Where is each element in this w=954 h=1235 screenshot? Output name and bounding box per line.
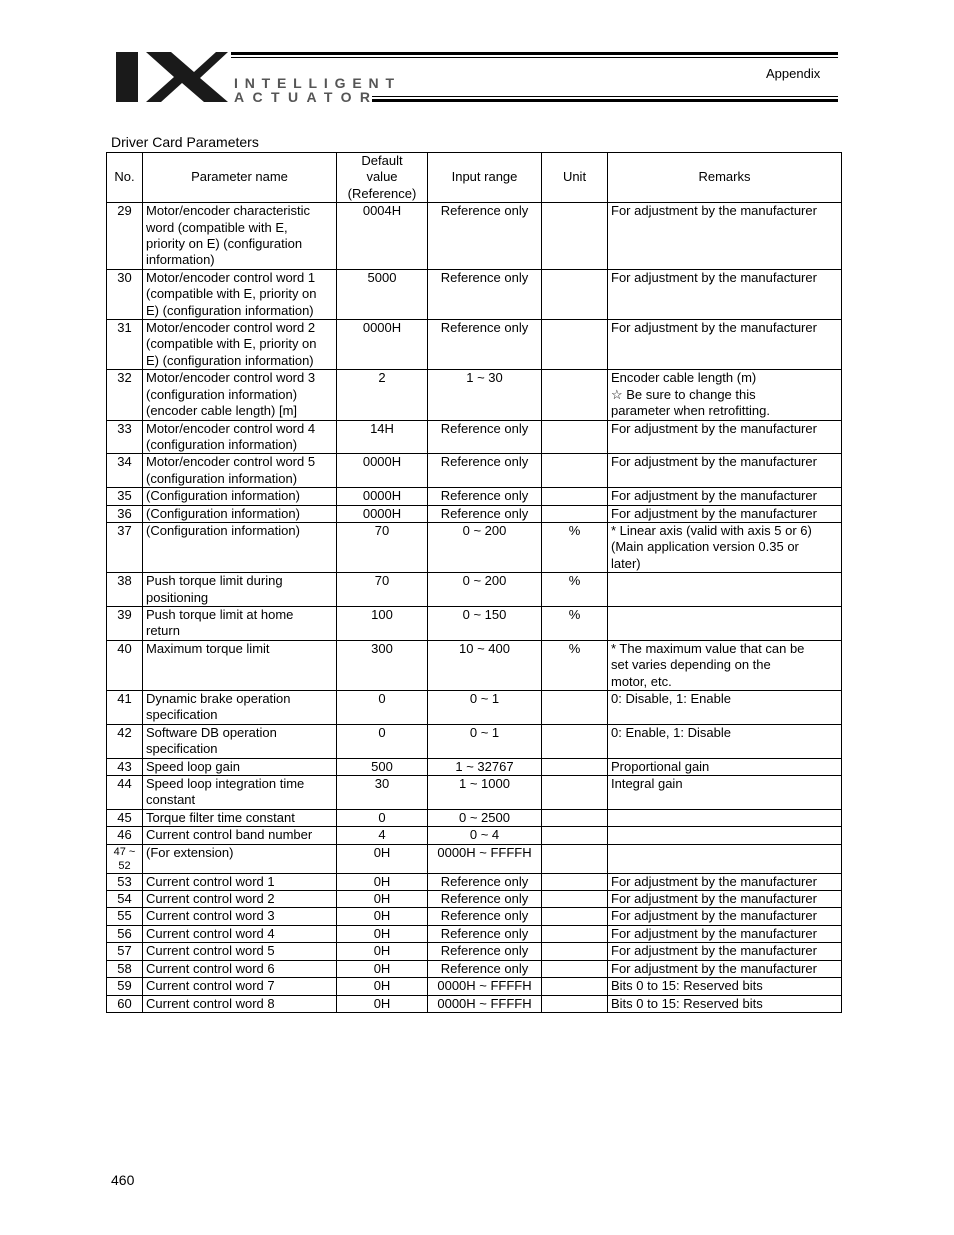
cell-name: Motor/encoder control word 2 (compatible with E, priority on E) (configuration information) xyxy=(143,320,337,370)
table-row xyxy=(107,203,842,270)
table-row xyxy=(107,454,842,488)
cell-name: Motor/encoder control word 1 (compatible with E, priority on E) (configuration information) xyxy=(143,269,337,319)
cell-no: 59 xyxy=(107,978,143,995)
cell-remarks: For adjustment by the manufacturer xyxy=(608,203,842,270)
cell-no: 44 xyxy=(107,776,143,810)
cell-no: 46 xyxy=(107,827,143,844)
cell-no: 30 xyxy=(107,269,143,319)
cell-name: Maximum torque limit xyxy=(143,640,337,690)
cell-range: Reference only xyxy=(428,488,542,505)
cell-name: Software DB operation specification xyxy=(143,724,337,758)
cell-remarks: Bits 0 to 15: Reserved bits xyxy=(608,978,842,995)
table-title: Driver Card Parameters xyxy=(111,134,259,150)
header-rule-bottom-thin xyxy=(372,96,838,97)
cell-name: Current control word 3 xyxy=(143,908,337,925)
cell-no: 38 xyxy=(107,573,143,607)
cell-range: Reference only xyxy=(428,320,542,370)
cell-no: 53 xyxy=(107,873,143,890)
cell-unit: % xyxy=(542,522,608,572)
cell-remarks: 0: Disable, 1: Enable xyxy=(608,691,842,725)
cell-range: 0 ~ 1 xyxy=(428,691,542,725)
cell-default: 0 xyxy=(337,724,428,758)
cell-unit: % xyxy=(542,640,608,690)
cell-remarks xyxy=(608,844,842,873)
cell-range: 0 ~ 150 xyxy=(428,606,542,640)
cell-remarks: Integral gain xyxy=(608,776,842,810)
cell-remarks: * The maximum value that can be set varies depending on the motor, etc. xyxy=(608,640,842,690)
col-header-no: No. xyxy=(107,153,143,203)
cell-unit xyxy=(542,203,608,270)
cell-unit xyxy=(542,827,608,844)
cell-no: 34 xyxy=(107,454,143,488)
cell-no: 40 xyxy=(107,640,143,690)
cell-name: Current control word 5 xyxy=(143,943,337,960)
cell-unit xyxy=(542,454,608,488)
table-row xyxy=(107,943,842,960)
table-row xyxy=(107,269,842,319)
table-row xyxy=(107,505,842,522)
cell-no: 29 xyxy=(107,203,143,270)
cell-default: 0H xyxy=(337,960,428,977)
cell-name: (Configuration information) xyxy=(143,488,337,505)
col-header-range: Input range xyxy=(428,153,542,203)
cell-default: 4 xyxy=(337,827,428,844)
cell-unit xyxy=(542,691,608,725)
cell-no: 57 xyxy=(107,943,143,960)
logo-line2: ACTUATOR xyxy=(234,89,370,104)
table-row xyxy=(107,420,842,454)
cell-default: 0004H xyxy=(337,203,428,270)
table-row xyxy=(107,606,842,640)
cell-name: (Configuration information) xyxy=(143,505,337,522)
cell-remarks: For adjustment by the manufacturer xyxy=(608,488,842,505)
cell-unit xyxy=(542,844,608,873)
cell-default: 500 xyxy=(337,758,428,775)
cell-range: 0 ~ 1 xyxy=(428,724,542,758)
cell-unit xyxy=(542,995,608,1012)
cell-no: 35 xyxy=(107,488,143,505)
cell-default: 0H xyxy=(337,978,428,995)
table-header-row xyxy=(107,153,842,203)
cell-remarks: For adjustment by the manufacturer xyxy=(608,891,842,908)
cell-no: 47 ~ 52 xyxy=(107,844,143,873)
cell-unit xyxy=(542,978,608,995)
cell-name: (Configuration information) xyxy=(143,522,337,572)
cell-remarks: For adjustment by the manufacturer xyxy=(608,454,842,488)
cell-no: 58 xyxy=(107,960,143,977)
header-rule-bottom xyxy=(372,99,838,102)
table-row xyxy=(107,995,842,1012)
cell-default: 0H xyxy=(337,891,428,908)
cell-range: 10 ~ 400 xyxy=(428,640,542,690)
header-rule xyxy=(231,52,838,55)
cell-name: Current control word 1 xyxy=(143,873,337,890)
cell-unit xyxy=(542,776,608,810)
cell-range: Reference only xyxy=(428,505,542,522)
cell-name: Speed loop gain xyxy=(143,758,337,775)
cell-default: 2 xyxy=(337,370,428,420)
cell-remarks: For adjustment by the manufacturer xyxy=(608,420,842,454)
cell-unit xyxy=(542,488,608,505)
cell-unit xyxy=(542,420,608,454)
table-row xyxy=(107,370,842,420)
cell-unit xyxy=(542,370,608,420)
page-number: 460 xyxy=(111,1172,135,1188)
cell-remarks: For adjustment by the manufacturer xyxy=(608,925,842,942)
cell-default: 0H xyxy=(337,925,428,942)
cell-unit xyxy=(542,891,608,908)
cell-unit xyxy=(542,505,608,522)
cell-name: Current control word 7 xyxy=(143,978,337,995)
cell-remarks: Bits 0 to 15: Reserved bits xyxy=(608,995,842,1012)
cell-name: Motor/encoder characteristic word (compatible with E, priority on E) (configuration information) xyxy=(143,203,337,270)
cell-name: Current control word 2 xyxy=(143,891,337,908)
cell-remarks: For adjustment by the manufacturer xyxy=(608,873,842,890)
cell-name: Current control word 8 xyxy=(143,995,337,1012)
cell-name: Motor/encoder control word 3 (configuration information) (encoder cable length) [m] xyxy=(143,370,337,420)
cell-no: 37 xyxy=(107,522,143,572)
col-header-default: Default value (Reference) xyxy=(337,153,428,203)
cell-name: (For extension) xyxy=(143,844,337,873)
parameter-table xyxy=(106,152,842,1013)
cell-remarks xyxy=(608,573,842,607)
cell-no: 45 xyxy=(107,809,143,826)
cell-no: 31 xyxy=(107,320,143,370)
cell-name: Speed loop integration time constant xyxy=(143,776,337,810)
cell-name: Torque filter time constant xyxy=(143,809,337,826)
cell-default: 100 xyxy=(337,606,428,640)
intelligent-actuator-logo xyxy=(116,52,396,104)
cell-remarks: For adjustment by the manufacturer xyxy=(608,908,842,925)
cell-unit xyxy=(542,320,608,370)
cell-unit: % xyxy=(542,606,608,640)
cell-remarks: Encoder cable length (m) ☆ Be sure to change this parameter when retrofitting. xyxy=(608,370,842,420)
table-row xyxy=(107,758,842,775)
cell-unit xyxy=(542,809,608,826)
cell-no: 56 xyxy=(107,925,143,942)
cell-no: 60 xyxy=(107,995,143,1012)
cell-default: 0000H xyxy=(337,320,428,370)
cell-remarks xyxy=(608,606,842,640)
header-rule-thin xyxy=(231,57,838,58)
table-row xyxy=(107,640,842,690)
col-header-name: Parameter name xyxy=(143,153,337,203)
table-row xyxy=(107,978,842,995)
cell-remarks: 0: Enable, 1: Disable xyxy=(608,724,842,758)
table-row xyxy=(107,827,842,844)
cell-remarks: For adjustment by the manufacturer xyxy=(608,269,842,319)
table-row xyxy=(107,320,842,370)
table-row xyxy=(107,573,842,607)
cell-remarks: * Linear axis (valid with axis 5 or 6) (Main application version 0.35 or later) xyxy=(608,522,842,572)
cell-unit: % xyxy=(542,573,608,607)
logo-line1: INTELLIGENT xyxy=(234,75,394,91)
cell-no: 33 xyxy=(107,420,143,454)
table-row xyxy=(107,724,842,758)
cell-unit xyxy=(542,758,608,775)
cell-name: Current control word 4 xyxy=(143,925,337,942)
cell-default: 14H xyxy=(337,420,428,454)
table-row xyxy=(107,873,842,890)
cell-default: 0000H xyxy=(337,454,428,488)
cell-range: Reference only xyxy=(428,454,542,488)
cell-range: 0 ~ 2500 xyxy=(428,809,542,826)
cell-no: 55 xyxy=(107,908,143,925)
table-row xyxy=(107,691,842,725)
col-header-unit: Unit xyxy=(542,153,608,203)
table-row xyxy=(107,488,842,505)
cell-no: 41 xyxy=(107,691,143,725)
col-header-remarks: Remarks xyxy=(608,153,842,203)
cell-unit xyxy=(542,873,608,890)
cell-range: 0 ~ 4 xyxy=(428,827,542,844)
cell-remarks: For adjustment by the manufacturer xyxy=(608,320,842,370)
cell-unit xyxy=(542,269,608,319)
table-row xyxy=(107,960,842,977)
cell-default: 0H xyxy=(337,943,428,960)
table-row xyxy=(107,809,842,826)
cell-remarks: For adjustment by the manufacturer xyxy=(608,960,842,977)
cell-range: Reference only xyxy=(428,269,542,319)
cell-unit xyxy=(542,724,608,758)
cell-range: Reference only xyxy=(428,420,542,454)
cell-default: 0H xyxy=(337,995,428,1012)
cell-no: 36 xyxy=(107,505,143,522)
cell-unit xyxy=(542,960,608,977)
cell-range: 0000H ~ FFFFH xyxy=(428,978,542,995)
cell-name: Push torque limit during positioning xyxy=(143,573,337,607)
table-row xyxy=(107,522,842,572)
section-label: Appendix xyxy=(766,66,821,81)
cell-default: 0H xyxy=(337,844,428,873)
cell-remarks: For adjustment by the manufacturer xyxy=(608,943,842,960)
cell-default: 0000H xyxy=(337,505,428,522)
cell-no: 42 xyxy=(107,724,143,758)
cell-default: 0H xyxy=(337,908,428,925)
cell-range: Reference only xyxy=(428,203,542,270)
cell-name: Motor/encoder control word 4 (configuration information) xyxy=(143,420,337,454)
cell-remarks: Proportional gain xyxy=(608,758,842,775)
cell-default: 0 xyxy=(337,691,428,725)
cell-remarks xyxy=(608,827,842,844)
cell-range: 0 ~ 200 xyxy=(428,573,542,607)
cell-range: 1 ~ 1000 xyxy=(428,776,542,810)
cell-remarks xyxy=(608,809,842,826)
cell-no: 43 xyxy=(107,758,143,775)
cell-unit xyxy=(542,925,608,942)
cell-default: 5000 xyxy=(337,269,428,319)
cell-default: 70 xyxy=(337,522,428,572)
cell-range: Reference only xyxy=(428,960,542,977)
cell-no: 39 xyxy=(107,606,143,640)
cell-name: Current control band number xyxy=(143,827,337,844)
cell-range: 1 ~ 30 xyxy=(428,370,542,420)
cell-default: 0H xyxy=(337,873,428,890)
cell-unit xyxy=(542,943,608,960)
cell-range: 0 ~ 200 xyxy=(428,522,542,572)
cell-default: 0 xyxy=(337,809,428,826)
cell-unit xyxy=(542,908,608,925)
table-row xyxy=(107,844,842,873)
cell-no: 32 xyxy=(107,370,143,420)
cell-default: 70 xyxy=(337,573,428,607)
table-row xyxy=(107,776,842,810)
cell-range: 1 ~ 32767 xyxy=(428,758,542,775)
cell-range: Reference only xyxy=(428,891,542,908)
cell-range: 0000H ~ FFFFH xyxy=(428,995,542,1012)
cell-range: Reference only xyxy=(428,925,542,942)
table-row xyxy=(107,925,842,942)
cell-range: Reference only xyxy=(428,943,542,960)
cell-name: Current control word 6 xyxy=(143,960,337,977)
cell-range: Reference only xyxy=(428,908,542,925)
cell-default: 30 xyxy=(337,776,428,810)
cell-default: 300 xyxy=(337,640,428,690)
table-row xyxy=(107,908,842,925)
cell-remarks: For adjustment by the manufacturer xyxy=(608,505,842,522)
cell-range: Reference only xyxy=(428,873,542,890)
cell-default: 0000H xyxy=(337,488,428,505)
cell-no: 54 xyxy=(107,891,143,908)
table-row xyxy=(107,891,842,908)
cell-range: 0000H ~ FFFFH xyxy=(428,844,542,873)
cell-name: Motor/encoder control word 5 (configuration information) xyxy=(143,454,337,488)
cell-name: Dynamic brake operation specification xyxy=(143,691,337,725)
cell-name: Push torque limit at home return xyxy=(143,606,337,640)
